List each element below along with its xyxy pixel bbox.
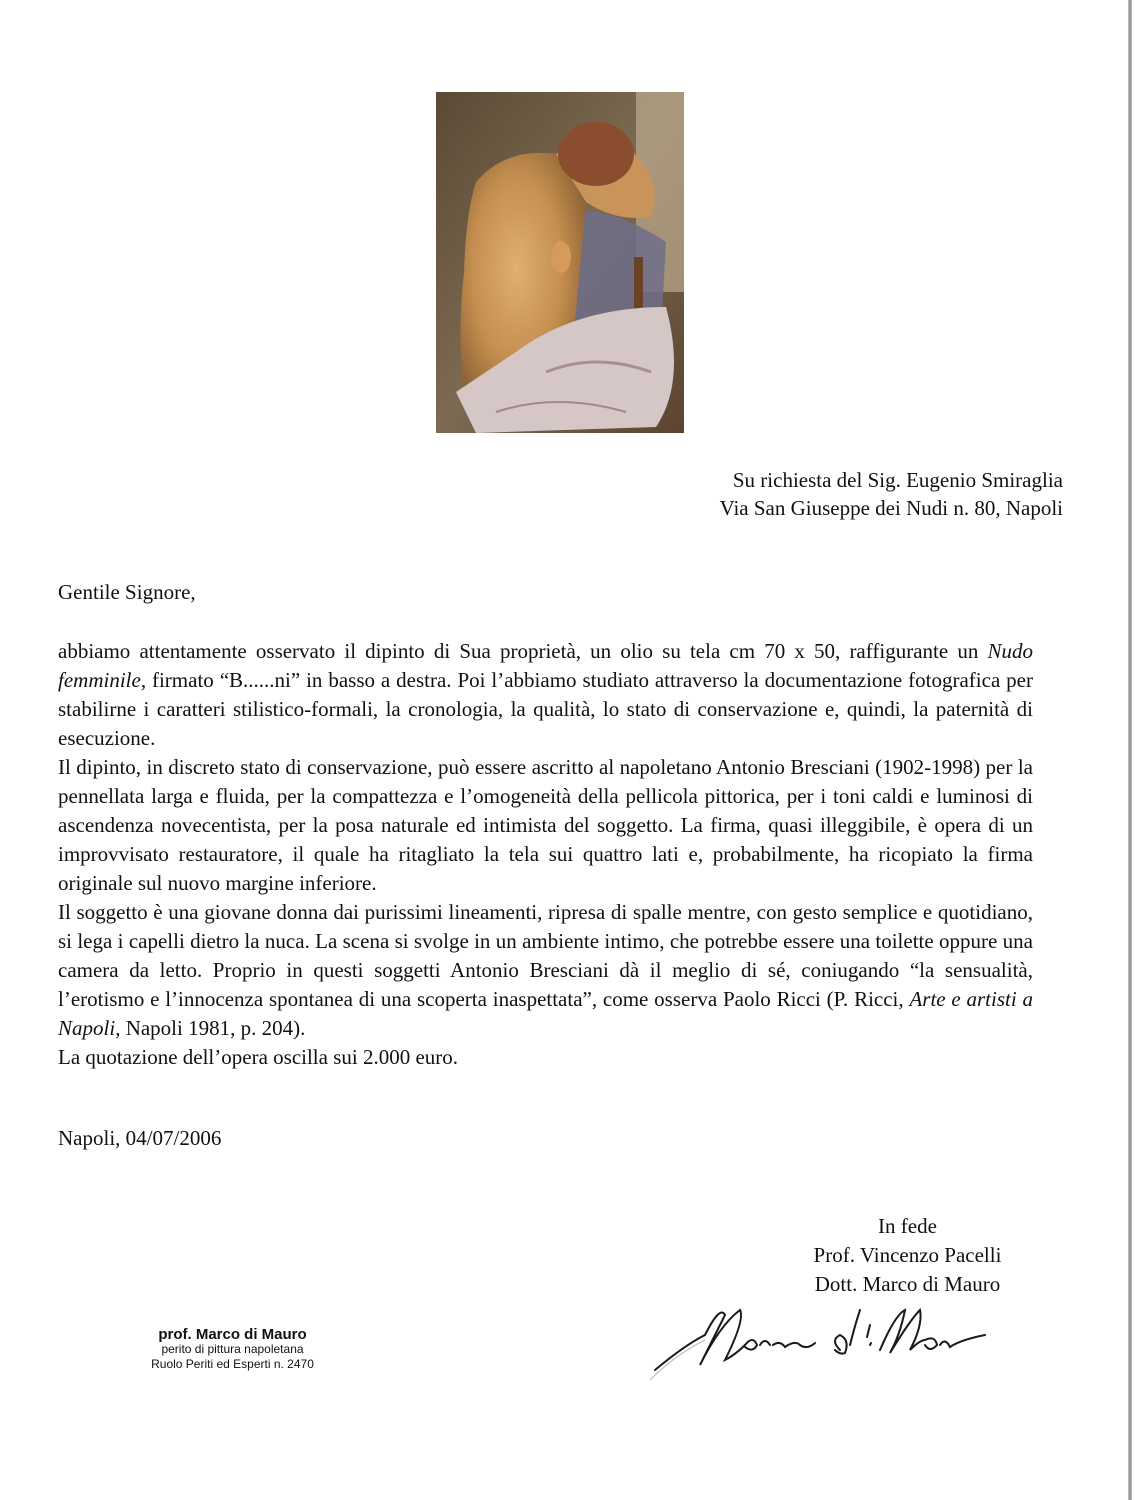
painting-image xyxy=(436,92,684,433)
paragraph-1-text-b: , firmato “B......ni” in basso a destra. Poi l’abbiamo studiato attraverso la documentazione fotografica per stabilirne i caratteri stilistico-formali, la cronologia, la qualità, lo stato di conservazione e, quindi, la paternità di esecuzione. xyxy=(58,668,1033,750)
painting-illustration xyxy=(436,92,684,433)
signatory-2: Dott. Marco di Mauro xyxy=(814,1272,1001,1296)
letter-date: Napoli, 04/07/2006 xyxy=(58,1126,222,1150)
artwork-title: Nudo femminile xyxy=(58,639,1033,692)
letter-body xyxy=(58,637,1033,1072)
paragraph-3 xyxy=(58,898,1033,1043)
paragraph-1 xyxy=(58,637,1033,753)
book-title: Arte e artisti a Napoli xyxy=(58,987,1033,1040)
paragraph-1-text-a: abbiamo attentamente osservato il dipinto di Sua proprietà, un olio su tela cm 70 x 50, raffigurante un xyxy=(58,639,988,663)
requester-name: Su richiesta del Sig. Eugenio Smiraglia xyxy=(732,468,1063,492)
paragraph-3-text-b: , Napoli 1981, p. 204). xyxy=(115,1016,306,1040)
closing-block xyxy=(780,1212,1035,1299)
stamp-role: perito di pittura napoletana xyxy=(161,1342,304,1356)
request-block xyxy=(720,466,1063,522)
signatory-1: Prof. Vincenzo Pacelli xyxy=(813,1243,1002,1267)
greeting: Gentile Signore, xyxy=(58,580,196,604)
stamp xyxy=(120,1327,345,1372)
paragraph-4: La quotazione dell’opera oscilla sui 2.000 euro. xyxy=(58,1045,459,1069)
paragraph-3-text-a: Il soggetto è una giovane donna dai purissimi lineamenti, ripresa di spalle mentre, con gesto semplice e quotidiano, si lega i capelli dietro la nuca. La scena si svolge in un ambiente intimo, che potrebbe essere una toilette oppure una camera da letto. Proprio in questi soggetti Antonio Bresciani dà il meglio di sé, coniugando “la sensualità, l’erotismo e l’innocenza spontanea di una scoperta inaspettata”, come osserva Paolo Ricci (P. Ricci, xyxy=(58,900,1033,1011)
page-edge-divider xyxy=(1128,0,1132,1500)
closing-phrase: In fede xyxy=(878,1214,937,1238)
handwritten-signature xyxy=(645,1295,1065,1390)
paragraph-2: Il dipinto, in discreto stato di conservazione, può essere ascritto al napoletano Antonio Bresciani (1902-1998) per la pennellata larga e fluida, per la compattezza e l’omogeneità della pellicola pittorica, per i toni caldi e luminosi di ascendenza novecentista, per la posa naturale ed intimista del soggetto. La firma, quasi illeggibile, è opera di un improvvisato restauratore, il quale ha ritagliato la tela sui quattro lati e, probabilmente, ha ricopiato la firma originale sul nuovo margine inferiore. xyxy=(58,755,1033,895)
stamp-registry: Ruolo Periti ed Esperti n. 2470 xyxy=(151,1357,314,1371)
stamp-name: prof. Marco di Mauro xyxy=(158,1326,307,1343)
requester-address: Via San Giuseppe dei Nudi n. 80, Napoli xyxy=(719,496,1063,520)
